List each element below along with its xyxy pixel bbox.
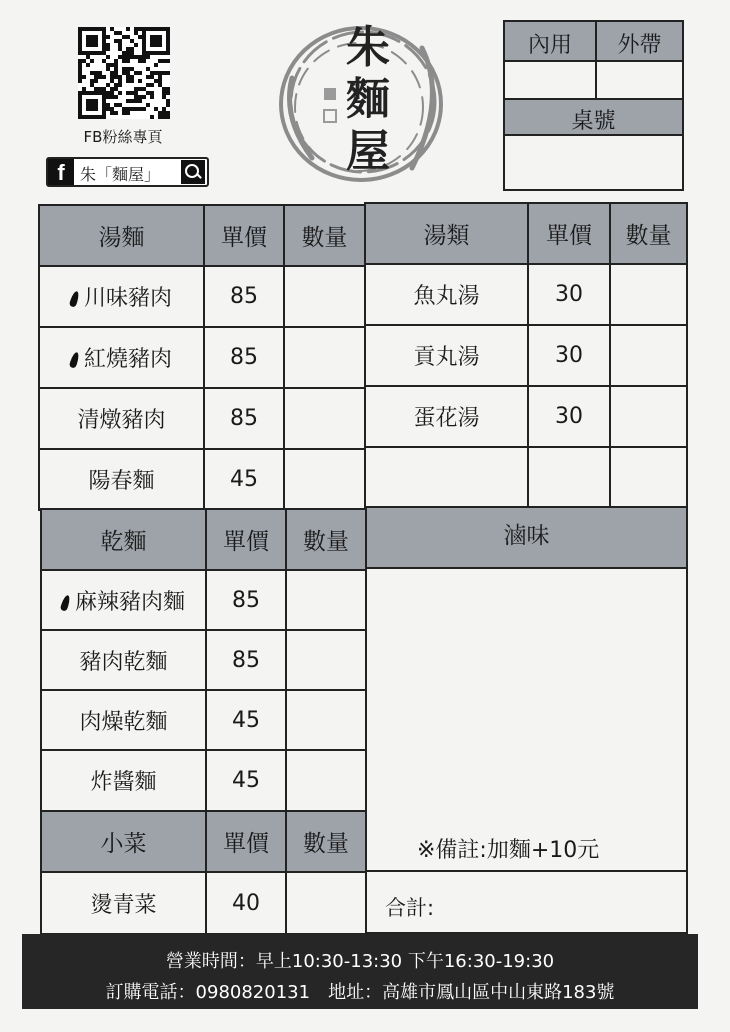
chili-icon (60, 594, 72, 611)
item-name[interactable] (365, 447, 528, 508)
soup-noodles-table (38, 204, 366, 511)
business-hours: 營業時間：早上10:30-13:30 下午16:30-19:30 (165, 951, 555, 972)
quantity-cell[interactable] (284, 388, 365, 449)
contact-info: 訂購電話：0980820131 地址：高雄市鳳山區中山東路183號 (105, 982, 615, 1003)
item-price: 45 (206, 690, 286, 750)
item-price: 45 (204, 449, 284, 510)
table-row (39, 449, 365, 510)
item-price: 30 (528, 386, 610, 447)
table-row (39, 327, 365, 388)
table-row (41, 630, 366, 690)
quantity-cell[interactable] (284, 266, 365, 327)
item-price: 85 (206, 570, 286, 630)
quantity-cell[interactable] (610, 325, 687, 386)
quantity-cell[interactable] (286, 872, 366, 934)
braised-box (365, 506, 688, 934)
item-name: 燙青菜 (41, 872, 206, 934)
quantity-cell[interactable] (610, 264, 687, 325)
table-number-field[interactable] (505, 138, 682, 189)
item-price[interactable] (528, 447, 610, 508)
item-name: 豬肉乾麵 (41, 630, 206, 690)
quantity-header: 數量 (286, 811, 366, 872)
fb-fanpage-label: FB粉絲專頁 (83, 128, 163, 146)
chili-icon (69, 351, 81, 368)
search-text: 朱「麵屋」 (80, 165, 161, 184)
item-price: 85 (204, 388, 284, 449)
price-header: 單價 (206, 509, 286, 570)
item-price: 30 (528, 325, 610, 386)
price-header: 單價 (204, 205, 284, 266)
dry-noodles-table (40, 508, 367, 935)
side-dishes-header: 小菜 (41, 811, 206, 872)
item-name: 貢丸湯 (365, 325, 528, 386)
braised-notes-area[interactable] (367, 569, 686, 869)
quantity-cell[interactable] (610, 447, 687, 508)
dry-noodles-header: 乾麵 (41, 509, 206, 570)
order-type-box (503, 20, 684, 191)
table-row (41, 570, 366, 630)
quantity-cell[interactable] (286, 690, 366, 750)
item-price: 45 (206, 750, 286, 811)
item-price: 85 (206, 630, 286, 690)
chili-icon (69, 290, 81, 307)
quantity-cell[interactable] (286, 750, 366, 811)
quantity-header: 數量 (610, 203, 687, 264)
item-price: 40 (206, 872, 286, 934)
table-number-label: 桌號 (571, 109, 616, 134)
logo-title: 朱麵屋 (346, 22, 390, 177)
item-price: 85 (204, 266, 284, 327)
braised-header: 滷味 (367, 508, 686, 569)
fb-search-bar (46, 157, 209, 187)
total-label: 合計: (385, 896, 435, 920)
seal-stamp (324, 88, 336, 100)
takeaway-checkbox[interactable] (597, 64, 682, 98)
quantity-cell[interactable] (610, 386, 687, 447)
facebook-icon: f (48, 159, 74, 185)
table-row (41, 690, 366, 750)
note-text: ※備註:加麵+10元 (417, 838, 600, 863)
table-row (365, 447, 687, 508)
item-name: 川味豬肉 (39, 266, 204, 327)
quantity-cell[interactable] (284, 327, 365, 388)
quantity-cell[interactable] (286, 630, 366, 690)
price-header: 單價 (206, 811, 286, 872)
item-name: 清燉豬肉 (39, 388, 204, 449)
table-row (39, 388, 365, 449)
total-field[interactable] (447, 874, 683, 930)
footer (22, 934, 698, 1009)
table-row (39, 266, 365, 327)
dine-in-checkbox[interactable] (505, 64, 595, 98)
seal-stamp (324, 110, 336, 122)
table-row (365, 386, 687, 447)
table-row (365, 264, 687, 325)
quantity-cell[interactable] (286, 570, 366, 630)
search-icon (181, 160, 205, 184)
item-name: 肉燥乾麵 (41, 690, 206, 750)
price-header: 單價 (528, 203, 610, 264)
item-name: 炸醬麵 (41, 750, 206, 811)
takeaway-label: 外帶 (617, 33, 662, 58)
item-name: 蛋花湯 (365, 386, 528, 447)
dine-in-label: 內用 (527, 33, 572, 58)
quantity-header: 數量 (286, 509, 366, 570)
item-name: 陽春麵 (39, 449, 204, 510)
table-row (41, 872, 366, 934)
quantity-header: 數量 (284, 205, 365, 266)
item-name: 魚丸湯 (365, 264, 528, 325)
quantity-cell[interactable] (284, 449, 365, 510)
soups-table (364, 202, 688, 509)
item-name: 紅燒豬肉 (39, 327, 204, 388)
soup-noodles-header: 湯麵 (39, 205, 204, 266)
item-name: 麻辣豬肉麵 (41, 570, 206, 630)
table-row (41, 750, 366, 811)
item-price: 85 (204, 327, 284, 388)
table-row (365, 325, 687, 386)
item-price: 30 (528, 264, 610, 325)
qr-code[interactable] (78, 27, 170, 119)
soups-header: 湯類 (365, 203, 528, 264)
